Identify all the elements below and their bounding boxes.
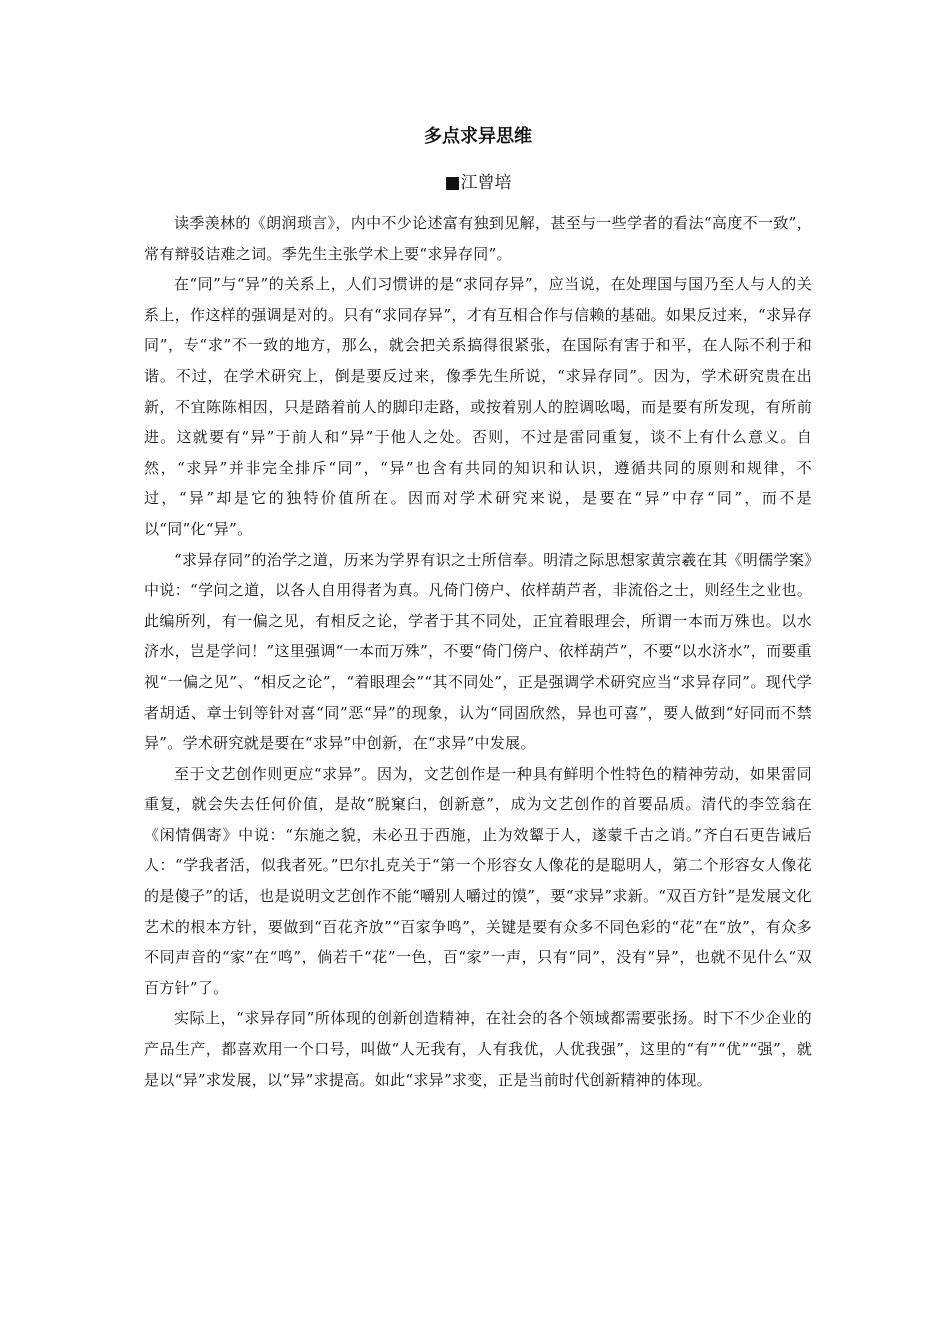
paragraph: 至于文艺创作则更应“求异”。因为，文艺创作是一种具有鲜明个性特色的精神劳动，如果雷同重复，就会失去任何价值，是故“脱窠臼，创新意”，成为文艺创作的首要品质。清代的李笠翁在《闲情偶寄》中说：“东施之貌，未必丑于西施，止为效颦于人，遂蒙千古之诮。”齐白石更告诫后人：“学我者活，似我者死。”巴尔扎克关于“第一个形容女人像花的是聪明人，第二个形容女人像花的是傻子”的话，也是说明文艺创作不能“嚼别人嚼过的馍”，要“求异”求新。“双百方针”是发展文化艺术的根本方针，要做到“百花齐放”“百家争鸣”，关键是要有众多不同色彩的“花”在“放”，有众多不同声音的“家”在“鸣”，倘若千“花”一色，百“家”一声，只有“同”，没有“异”，也就不见什么“双百方针”了。 xyxy=(144,764,812,997)
paragraph: 读季羡林的《朗润琐言》，内中不少论述富有独到见解，甚至与一些学者的看法“高度不一致”，常有辩驳诘难之词。季先生主张学术上要“求异存同”。 xyxy=(144,214,812,263)
article-body xyxy=(144,208,812,1095)
article-title: 多点求异思维 xyxy=(424,126,532,147)
paragraph: 在“同”与“异”的关系上，人们习惯讲的是“求同存异”，应当说，在处理国与国乃至人与人的关系上，作这样的强调是对的。只有“求同存异”，才有互相合作与信赖的基础。如果反过来，“求异存同”，专“求”不一致的地方，那么，就会把关系搞得很紧张，在国际有害于和平，在人际不利于和谐。不过，在学术研究上，倒是要反过来，像季先生所说，“求异存同”。因为，学术研究贵在出新，不宜陈陈相因，只是踏着前人的脚印走路，或按着别人的腔调吆喝，而是要有所发现，有所前进。这就要有“异”于前人和“异”于他人之处。否则，不过是雷同重复，谈不上有什么意义。自然，“求异”并非完全排斥“同”，“异”也含有共同的知识和认识，遵循共同的原则和规律，不过，“异”却是它的独特价值所在。因而对学术研究来说，是要在“异”中存“同”，而不是以“同”化“异”。 xyxy=(144,275,812,538)
paragraph: “求异存同”的治学之道，历来为学界有识之士所信奉。明清之际思想家黄宗羲在其《明儒学案》中说：“学问之道，以各人自用得者为真。凡倚门傍户、依样葫芦者，非流俗之士，则经生之业也。此编所列，有一偏之见，有相反之论，学者于其不同处，正宜着眼理会，所谓一本而万殊也。以水济水，岂是学问！”这里强调“一本而万殊”，不要“倚门傍户、依样葫芦”，不要“以水济水”，而要重视“一偏之见”、“相反之论”，“着眼理会”“其不同处”，正是强调学术研究应当“求异存同”。现代学者胡适、章士钊等针对喜“同”恶“异”的现象，认为“同固欣然，异也可喜”，要人做到“好同而不禁异”。学术研究就是要在“求异”中创新，在“求异”中发展。 xyxy=(144,550,812,753)
article-author: ■江曾培 xyxy=(444,173,512,193)
paragraph: 实际上，“求异存同”所体现的创新创造精神，在社会的各个领域都需要张扬。时下不少企业的产品生产，都喜欢用一个口号，叫做“人无我有，人有我优，人优我强”，这里的“有”“优”“强”，就是以“异”求发展，以“异”求提高。如此“求异”求变，正是当前时代创新精神的体现。 xyxy=(144,1009,812,1089)
